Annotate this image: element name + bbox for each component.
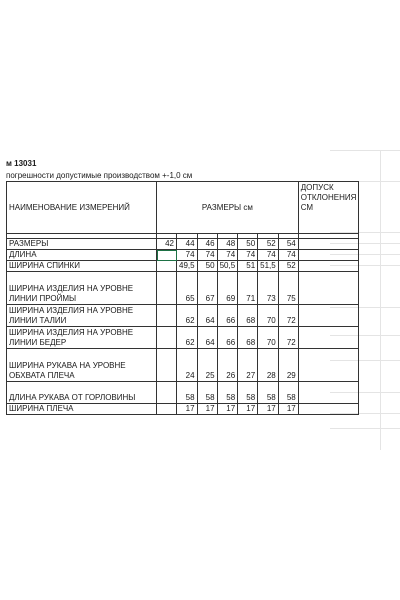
row-label[interactable]: ШИРИНА СПИНКИ — [7, 261, 157, 272]
table-row — [7, 305, 359, 327]
size-value-cell[interactable]: 51,5 — [258, 261, 279, 272]
size-value-cell[interactable]: 17 — [238, 404, 258, 415]
size-value-cell[interactable]: 58 — [217, 382, 238, 404]
size-chart-table — [6, 181, 359, 415]
doc-title: м 13031 — [6, 159, 37, 168]
size-value-cell[interactable]: 50,5 — [217, 261, 238, 272]
size-value-cell[interactable]: 25 — [197, 349, 217, 382]
tolerance-note: погрешности допустимые производством +-1,0 см — [6, 171, 193, 180]
size-value-cell[interactable] — [157, 261, 177, 272]
size-value-cell[interactable]: 74 — [258, 250, 279, 261]
size-value-cell[interactable]: 50 — [238, 239, 258, 250]
size-value-cell[interactable]: 64 — [197, 327, 217, 349]
size-value-cell[interactable]: 74 — [217, 250, 238, 261]
size-value-cell[interactable] — [157, 327, 177, 349]
table-body — [7, 239, 359, 415]
size-value-cell[interactable]: 65 — [177, 272, 198, 305]
table-row — [7, 327, 359, 349]
row-label[interactable]: ДЛИНА — [7, 250, 157, 261]
table-row — [7, 382, 359, 404]
size-value-cell[interactable]: 62 — [177, 305, 198, 327]
size-value-cell[interactable]: 73 — [258, 272, 279, 305]
row-label[interactable]: ШИРИНА ИЗДЕЛИЯ НА УРОВНЕ ЛИНИИ ПРОЙМЫ — [7, 272, 157, 305]
tolerance-cell[interactable] — [298, 272, 359, 305]
size-value-cell[interactable]: 72 — [278, 327, 298, 349]
tolerance-cell[interactable] — [298, 382, 359, 404]
size-value-cell[interactable]: 74 — [278, 250, 298, 261]
size-value-cell[interactable]: 46 — [197, 239, 217, 250]
row-label[interactable]: ШИРИНА ИЗДЕЛИЯ НА УРОВНЕ ЛИНИИ ТАЛИИ — [7, 305, 157, 327]
size-value-cell[interactable]: 51 — [238, 261, 258, 272]
table-row — [7, 239, 359, 250]
size-value-cell[interactable]: 68 — [238, 305, 258, 327]
tolerance-cell[interactable] — [298, 305, 359, 327]
size-value-cell[interactable]: 72 — [278, 305, 298, 327]
header-tolerance[interactable]: ДОПУСК ОТКЛОНЕНИЯ СМ — [298, 182, 359, 234]
row-label[interactable]: ДЛИНА РУКАВА ОТ ГОРЛОВИНЫ — [7, 382, 157, 404]
tolerance-cell[interactable] — [298, 239, 359, 250]
size-value-cell[interactable]: 68 — [238, 327, 258, 349]
size-value-cell[interactable] — [157, 404, 177, 415]
size-value-cell[interactable] — [157, 382, 177, 404]
table-row — [7, 404, 359, 415]
size-value-cell[interactable]: 48 — [217, 239, 238, 250]
tolerance-cell[interactable] — [298, 261, 359, 272]
gridline — [330, 150, 400, 151]
row-label[interactable]: ШИРИНА РУКАВА НА УРОВНЕ ОБХВАТА ПЛЕЧА — [7, 349, 157, 382]
header-sizes[interactable]: РАЗМЕРЫ см — [157, 182, 299, 234]
size-value-cell[interactable]: 17 — [217, 404, 238, 415]
tolerance-cell[interactable] — [298, 349, 359, 382]
tolerance-cell[interactable] — [298, 250, 359, 261]
size-value-cell[interactable]: 58 — [278, 382, 298, 404]
gridline — [330, 428, 400, 429]
size-value-cell[interactable]: 62 — [177, 327, 198, 349]
size-value-cell[interactable]: 17 — [177, 404, 198, 415]
size-value-cell[interactable]: 70 — [258, 327, 279, 349]
header-name-col[interactable]: НАИМЕНОВАНИЕ ИЗМЕРЕНИЙ — [7, 182, 157, 234]
tolerance-cell[interactable] — [298, 404, 359, 415]
size-value-cell[interactable]: 69 — [217, 272, 238, 305]
size-value-cell[interactable]: 75 — [278, 272, 298, 305]
size-value-cell[interactable]: 70 — [258, 305, 279, 327]
size-value-cell[interactable]: 24 — [177, 349, 198, 382]
size-value-cell[interactable]: 74 — [177, 250, 198, 261]
size-value-cell[interactable]: 66 — [217, 327, 238, 349]
row-label[interactable]: РАЗМЕРЫ — [7, 239, 157, 250]
row-label[interactable]: ШИРИНА ПЛЕЧА — [7, 404, 157, 415]
size-value-cell[interactable]: 17 — [258, 404, 279, 415]
size-value-cell[interactable] — [157, 305, 177, 327]
table-row — [7, 349, 359, 382]
size-value-cell[interactable]: 58 — [238, 382, 258, 404]
size-value-cell[interactable]: 29 — [278, 349, 298, 382]
size-value-cell[interactable] — [157, 349, 177, 382]
size-value-cell[interactable]: 58 — [197, 382, 217, 404]
size-value-cell[interactable]: 58 — [258, 382, 279, 404]
gridline — [380, 150, 381, 450]
size-value-cell[interactable]: 17 — [278, 404, 298, 415]
size-value-cell[interactable] — [157, 250, 177, 261]
size-value-cell[interactable] — [157, 272, 177, 305]
size-value-cell[interactable]: 67 — [197, 272, 217, 305]
row-label[interactable]: ШИРИНА ИЗДЕЛИЯ НА УРОВНЕ ЛИНИИ БЕДЕР — [7, 327, 157, 349]
size-value-cell[interactable]: 54 — [278, 239, 298, 250]
size-value-cell[interactable]: 44 — [177, 239, 198, 250]
size-value-cell[interactable]: 64 — [197, 305, 217, 327]
size-value-cell[interactable]: 71 — [238, 272, 258, 305]
size-value-cell[interactable]: 66 — [217, 305, 238, 327]
size-value-cell[interactable]: 26 — [217, 349, 238, 382]
size-value-cell[interactable]: 74 — [197, 250, 217, 261]
size-value-cell[interactable]: 50 — [197, 261, 217, 272]
size-value-cell[interactable]: 42 — [157, 239, 177, 250]
size-value-cell[interactable]: 52 — [258, 239, 279, 250]
size-value-cell[interactable]: 27 — [238, 349, 258, 382]
size-value-cell[interactable]: 17 — [197, 404, 217, 415]
table-row — [7, 272, 359, 305]
table-row — [7, 250, 359, 261]
tolerance-cell[interactable] — [298, 327, 359, 349]
size-value-cell[interactable]: 74 — [238, 250, 258, 261]
size-value-cell[interactable]: 28 — [258, 349, 279, 382]
size-value-cell[interactable]: 58 — [177, 382, 198, 404]
size-value-cell[interactable]: 49,5 — [177, 261, 198, 272]
table-row — [7, 261, 359, 272]
size-value-cell[interactable]: 52 — [278, 261, 298, 272]
